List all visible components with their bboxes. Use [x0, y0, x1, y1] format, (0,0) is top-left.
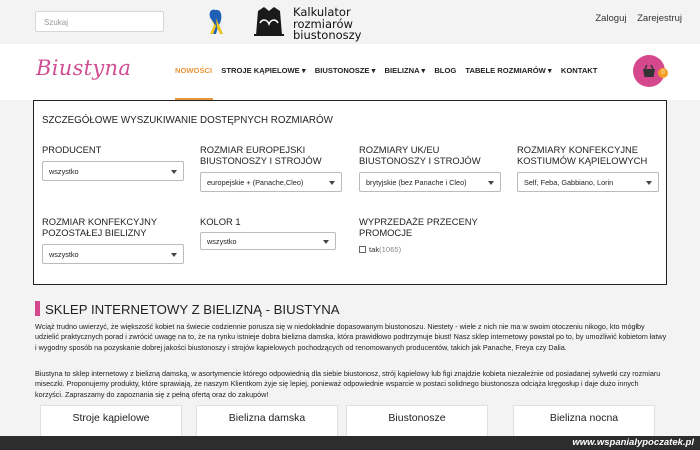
category-label: Stroje kąpielowe: [72, 412, 150, 424]
chevron-down-icon: [646, 181, 652, 185]
bra-calculator-label[interactable]: [293, 7, 361, 42]
watermark-text: www.wspanialypoczatek.pl: [572, 437, 694, 448]
sale-checkbox-label: tak: [369, 245, 380, 254]
select-value: europejskie + (Panache,Cleo): [207, 178, 304, 187]
sale-checkbox-row[interactable]: [359, 245, 401, 254]
filter-label-producent: [42, 144, 101, 155]
cart-count-badge: 0: [658, 68, 668, 78]
nav-item-biustonosze[interactable]: BIUSTONOSZE ▾: [314, 66, 376, 75]
filter-label-uk-size: [359, 144, 481, 166]
heading-accent-bar: [35, 301, 40, 316]
category-label: Bielizna nocna: [549, 412, 619, 424]
label-line: PRODUCENT: [42, 144, 102, 155]
intro-paragraph-2: Biustyna to sklep internetowy z bielizną damską, w asortymencie którego odpowiednią dla siebie biustonosz, strój kąpielowy lub figi znajdzie kobieta niezależnie od posiadanej sylwetki czy rozmiaru miseczki. Proponujemy produkty, które sprawiają, że naszym Klientkom żyje się lepiej, ponieważ odpowiednie wsparcie w postaci solidnego biustonosza odciąża kręgosłup i daje dużo innych korzyści. Zapraszamy do zapoznania się z pełną ofertą oraz do zakupów!: [35, 369, 661, 399]
heading-text: SKLEP INTERNETOWY Z BIELIZNĄ - BIUSTYNA: [45, 302, 340, 317]
label-line: KOSTIUMÓW KĄPIELOWYCH: [517, 155, 648, 166]
label-line: PROMOCJE: [359, 227, 413, 238]
size-search-panel: [33, 100, 667, 285]
lingerie-size-select[interactable]: [42, 244, 184, 264]
nav-item-blog[interactable]: BLOG: [434, 66, 457, 75]
category-label: Bielizna damska: [228, 412, 306, 424]
select-value: Self, Feba, Gabbiano, Lorin: [524, 178, 614, 187]
label-line: POZOSTAŁEJ BIELIZNY: [42, 227, 147, 238]
main-nav: [175, 66, 604, 75]
label-line: KOLOR 1: [200, 216, 241, 227]
bra-calculator-icon[interactable]: [250, 5, 288, 41]
site-logo[interactable]: Biustyna: [36, 56, 132, 80]
swimwear-size-select[interactable]: [517, 172, 659, 192]
nav-item-stroje[interactable]: STROJE KĄPIELOWE ▾: [221, 66, 306, 75]
eu-size-select[interactable]: [200, 172, 342, 192]
select-value: brytyjskie (bez Panache i Cleo): [366, 178, 467, 187]
select-value: wszystko: [49, 250, 79, 259]
label-line: WYPRZEDAŻE PRZECENY: [359, 216, 478, 227]
label-line: ROZMIAR EUROPEJSKI: [200, 144, 306, 155]
calc-line-3: biustonoszy: [293, 28, 362, 42]
sale-count: (1065): [379, 245, 402, 254]
nav-item-kontakt[interactable]: KONTAKT: [560, 66, 598, 75]
search-input[interactable]: Szukaj: [35, 11, 164, 32]
chevron-down-icon: [323, 240, 329, 244]
ukraine-ribbon-icon: [205, 6, 227, 36]
label-line: ROZMIAR KONFEKCYJNY: [42, 216, 158, 227]
label-line: ROZMIARY UK/EU: [359, 144, 440, 155]
intro-paragraph-1: Wciąż trudno uwierzyć, że większość kobiet na świecie codziennie porusza się w niedokładnie dopasowanym biustonoszu. Niestety - wiele z nich nie ma w swoim otoczeniu nikogo, kto mógłby udzielić praktycznych porad i zwrócić uwagę na to, że na rynku istnieje dobra bielizna damska, która prawidłowo podtrzymuje biust! Nasz sklep internetowy powstał po to, by umożliwić kobietom łatwy i wygodny sposób na pozyskanie dobrej jakości biustonoszy i strojów kąpielowych pochodzących od renomowanych producentów, takich jak Panache, Freya czy Dalia.: [35, 322, 667, 352]
nav-item-nowosci[interactable]: NOWOŚCI: [175, 66, 213, 75]
login-link[interactable]: Zaloguj: [595, 13, 627, 24]
register-link[interactable]: Zarejestruj: [637, 13, 682, 24]
label-line: ROZMIARY KONFEKCYJNE: [517, 144, 639, 155]
chevron-down-icon: [488, 181, 494, 185]
top-bar: [0, 0, 700, 44]
account-links: [587, 13, 682, 24]
calc-line-1: Kalkulator: [293, 5, 351, 19]
chevron-down-icon: [329, 181, 335, 185]
chevron-down-icon: [171, 253, 177, 257]
chevron-down-icon: [171, 170, 177, 174]
filter-label-eu-size: [200, 144, 322, 166]
select-value: wszystko: [49, 167, 79, 176]
label-line: BIUSTONOSZY I STROJÓW: [200, 155, 322, 166]
select-value: wszystko: [207, 237, 237, 246]
uk-size-select[interactable]: [359, 172, 501, 192]
watermark-bar: [0, 436, 700, 450]
calc-line-2: rozmiarów: [293, 16, 353, 31]
sale-checkbox[interactable]: [359, 246, 366, 253]
filter-label-sale: [359, 216, 478, 238]
site-header: [0, 44, 700, 100]
filter-label-lingerie-size: [42, 216, 157, 238]
category-label: Biustonosze: [388, 412, 446, 424]
label-line: BIUSTONOSZY I STROJÓW: [359, 155, 481, 166]
producent-select[interactable]: [42, 161, 184, 181]
nav-item-bielizna[interactable]: BIELIZNA ▾: [384, 66, 426, 75]
filter-label-swimwear-size: [517, 144, 647, 166]
filter-label-color: [200, 216, 241, 227]
nav-item-tabele[interactable]: TABELE ROZMIARÓW ▾: [465, 66, 552, 75]
panel-title: SZCZEGÓŁOWE WYSZUKIWANIE DOSTĘPNYCH ROZMIARÓW: [42, 115, 333, 126]
color-select[interactable]: [200, 232, 336, 250]
